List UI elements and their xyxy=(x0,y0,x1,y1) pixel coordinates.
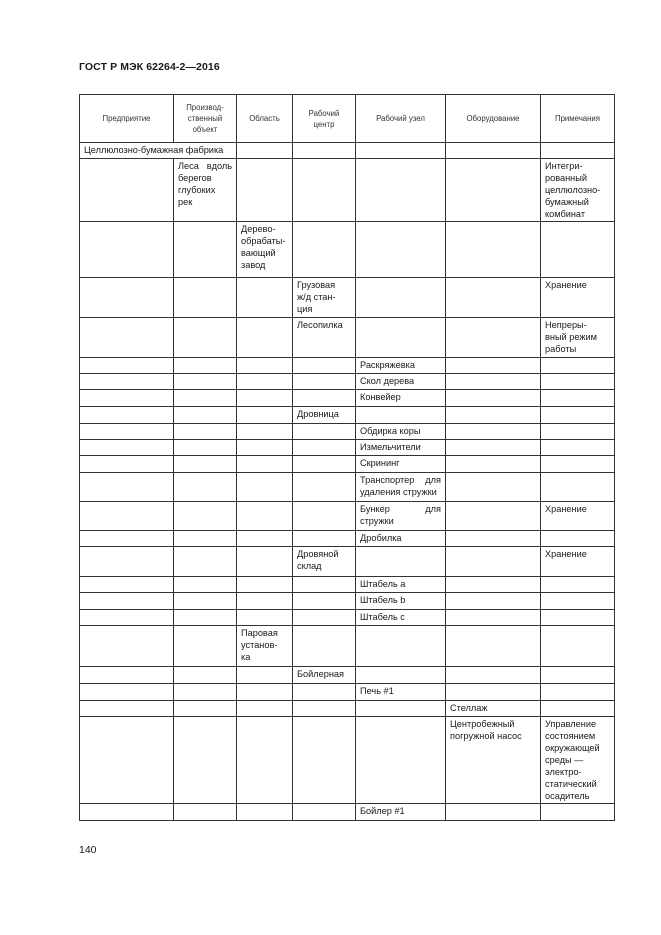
table-cell xyxy=(237,701,293,717)
table-cell xyxy=(80,610,174,626)
table-cell xyxy=(80,222,174,278)
table-cell xyxy=(293,804,356,821)
table-cell xyxy=(541,407,615,424)
table-cell xyxy=(174,502,237,531)
table-cell xyxy=(80,547,174,577)
table-row xyxy=(80,143,615,159)
table-cell: Лесопилка xyxy=(293,318,356,358)
table-cell xyxy=(80,717,174,804)
table-cell: Скрининг xyxy=(356,456,446,473)
table-cell: Бункер для стружки xyxy=(356,502,446,531)
table-cell xyxy=(446,473,541,502)
table-cell xyxy=(446,547,541,577)
table-cell xyxy=(174,804,237,821)
table-cell xyxy=(80,159,174,222)
table-cell xyxy=(356,407,446,424)
table-cell xyxy=(446,456,541,473)
table-cell xyxy=(293,456,356,473)
table-cell: Раскряжевка xyxy=(356,358,446,374)
table-cell: Стеллаж xyxy=(446,701,541,717)
column-header: Предприятие xyxy=(80,95,174,143)
table-cell xyxy=(446,684,541,701)
table-cell xyxy=(237,390,293,407)
table-cell: Дробилка xyxy=(356,531,446,547)
table-row xyxy=(80,593,615,610)
table-cell xyxy=(174,473,237,502)
table-cell xyxy=(237,667,293,684)
table-row xyxy=(80,701,615,717)
table-cell xyxy=(174,667,237,684)
table-cell xyxy=(541,143,615,159)
table-cell xyxy=(293,626,356,667)
table-row xyxy=(80,358,615,374)
table-cell xyxy=(237,440,293,456)
table-cell xyxy=(293,222,356,278)
table-cell: Дровница xyxy=(293,407,356,424)
table-cell xyxy=(174,374,237,390)
table-cell xyxy=(174,278,237,318)
table-cell xyxy=(293,577,356,593)
table-cell: Штабель c xyxy=(356,610,446,626)
table-cell xyxy=(356,626,446,667)
table-cell xyxy=(80,593,174,610)
table-row xyxy=(80,684,615,701)
table-cell: Конвейер xyxy=(356,390,446,407)
table-cell xyxy=(541,577,615,593)
table-cell: Обдирка коры xyxy=(356,424,446,440)
column-header: Производ- ственный объект xyxy=(174,95,237,143)
table-cell: Измельчители xyxy=(356,440,446,456)
table-cell xyxy=(80,278,174,318)
table-row xyxy=(80,407,615,424)
table-row xyxy=(80,374,615,390)
table-cell xyxy=(174,717,237,804)
table-cell: Хранение xyxy=(541,502,615,531)
table-cell xyxy=(446,610,541,626)
table-cell xyxy=(174,547,237,577)
table-cell xyxy=(293,684,356,701)
table-cell xyxy=(293,159,356,222)
table-cell xyxy=(174,626,237,667)
table-cell xyxy=(174,390,237,407)
table-cell: Непреры- вный режим работы xyxy=(541,318,615,358)
table-row xyxy=(80,456,615,473)
table-cell: Центробежный погружной насос xyxy=(446,717,541,804)
table-cell xyxy=(541,473,615,502)
table-cell xyxy=(541,358,615,374)
table-cell xyxy=(446,407,541,424)
table-row xyxy=(80,577,615,593)
table-row xyxy=(80,531,615,547)
table-cell xyxy=(356,143,446,159)
table-cell xyxy=(293,717,356,804)
table-row xyxy=(80,278,615,318)
table-cell xyxy=(541,222,615,278)
table-header-row xyxy=(80,95,615,143)
enterprise-cell: Целлюлозно-бумажная фабрика xyxy=(80,143,237,159)
table-cell xyxy=(237,804,293,821)
table-cell xyxy=(80,502,174,531)
table-cell xyxy=(174,701,237,717)
table-cell xyxy=(356,278,446,318)
table-cell xyxy=(80,318,174,358)
table-cell xyxy=(174,684,237,701)
table-cell xyxy=(293,390,356,407)
table-cell xyxy=(80,424,174,440)
table-cell: Бойлерная xyxy=(293,667,356,684)
table-row xyxy=(80,626,615,667)
table-row xyxy=(80,424,615,440)
table-cell xyxy=(237,143,293,159)
table-cell xyxy=(293,358,356,374)
table-cell xyxy=(446,667,541,684)
table-cell xyxy=(356,667,446,684)
table-cell xyxy=(446,577,541,593)
table-cell xyxy=(356,701,446,717)
table-cell xyxy=(356,547,446,577)
table-cell: Дровяной склад xyxy=(293,547,356,577)
table-cell xyxy=(541,440,615,456)
table-cell xyxy=(446,374,541,390)
table-cell xyxy=(174,577,237,593)
table-cell: Грузовая ж/д стан- ция xyxy=(293,278,356,318)
table-cell xyxy=(237,407,293,424)
table-row xyxy=(80,318,615,358)
table-cell xyxy=(541,424,615,440)
table-cell xyxy=(541,804,615,821)
table-cell xyxy=(541,531,615,547)
table-cell xyxy=(293,593,356,610)
table-cell xyxy=(80,374,174,390)
table-cell xyxy=(80,804,174,821)
column-header: Область xyxy=(237,95,293,143)
table-cell xyxy=(293,502,356,531)
table-cell xyxy=(541,701,615,717)
table-cell xyxy=(174,593,237,610)
table-row xyxy=(80,502,615,531)
table-cell: Дерево- обрабаты- вающий завод xyxy=(237,222,293,278)
table-cell xyxy=(80,473,174,502)
table-cell xyxy=(446,222,541,278)
table-cell: Хранение xyxy=(541,547,615,577)
table-cell xyxy=(80,358,174,374)
table-cell xyxy=(237,547,293,577)
table-row xyxy=(80,804,615,821)
table-cell xyxy=(446,440,541,456)
table-cell xyxy=(541,684,615,701)
table-cell xyxy=(80,684,174,701)
table-cell xyxy=(80,531,174,547)
table-cell xyxy=(293,440,356,456)
column-header: Рабочий центр xyxy=(293,95,356,143)
table-row xyxy=(80,667,615,684)
equipment-hierarchy-table xyxy=(79,94,615,821)
table-cell xyxy=(356,717,446,804)
table-cell xyxy=(174,440,237,456)
table-cell xyxy=(446,159,541,222)
table-cell xyxy=(80,456,174,473)
table-cell xyxy=(237,610,293,626)
table-cell xyxy=(174,531,237,547)
table-cell xyxy=(174,610,237,626)
table-cell xyxy=(80,701,174,717)
page-number: 140 xyxy=(79,844,97,856)
table-cell xyxy=(80,577,174,593)
table-row xyxy=(80,390,615,407)
table-row xyxy=(80,473,615,502)
table-cell xyxy=(356,318,446,358)
table-cell xyxy=(237,318,293,358)
table-cell xyxy=(293,143,356,159)
table-cell xyxy=(541,610,615,626)
table-cell xyxy=(293,701,356,717)
table-cell: Управление состоянием окружающей среды — электро- статический осадитель xyxy=(541,717,615,804)
table-cell xyxy=(174,358,237,374)
table-cell xyxy=(541,456,615,473)
table-row xyxy=(80,440,615,456)
table-cell xyxy=(541,593,615,610)
table-cell xyxy=(80,626,174,667)
table-cell xyxy=(174,222,237,278)
table-cell xyxy=(541,626,615,667)
table-cell: Леса вдоль берегов глубоких рек xyxy=(174,159,237,222)
table-cell xyxy=(293,374,356,390)
table-cell xyxy=(293,424,356,440)
table-cell xyxy=(237,684,293,701)
table-cell xyxy=(237,278,293,318)
table-cell xyxy=(446,804,541,821)
table-cell: Штабель a xyxy=(356,577,446,593)
table-cell xyxy=(446,531,541,547)
table-cell xyxy=(237,502,293,531)
table-cell xyxy=(80,390,174,407)
column-header: Рабочий узел xyxy=(356,95,446,143)
table-cell xyxy=(446,626,541,667)
table-cell xyxy=(356,159,446,222)
table-cell: Бойлер #1 xyxy=(356,804,446,821)
table-cell xyxy=(80,407,174,424)
table-cell xyxy=(237,593,293,610)
column-header: Оборудование xyxy=(446,95,541,143)
table-row xyxy=(80,159,615,222)
table-cell xyxy=(80,440,174,456)
table-cell xyxy=(237,456,293,473)
table-cell: Скол дерева xyxy=(356,374,446,390)
table-cell xyxy=(293,473,356,502)
table-cell xyxy=(237,358,293,374)
table-cell xyxy=(446,424,541,440)
table-cell xyxy=(446,278,541,318)
table-cell: Печь #1 xyxy=(356,684,446,701)
table-cell: Паровая установ- ка xyxy=(237,626,293,667)
table-cell xyxy=(446,318,541,358)
column-header: Примечания xyxy=(541,95,615,143)
table-cell xyxy=(237,577,293,593)
table-cell xyxy=(80,667,174,684)
table-row xyxy=(80,717,615,804)
table-cell xyxy=(174,456,237,473)
table-cell xyxy=(293,610,356,626)
document-header: ГОСТ Р МЭК 62264-2—2016 xyxy=(79,61,220,73)
table-row xyxy=(80,547,615,577)
table-row xyxy=(80,222,615,278)
table-cell xyxy=(237,374,293,390)
table-cell xyxy=(446,390,541,407)
table-cell xyxy=(237,717,293,804)
table-cell xyxy=(356,222,446,278)
table-cell: Интегри- рованный целлюлозно- бумажный комбинат xyxy=(541,159,615,222)
table-cell: Транспортер для удаления стружки xyxy=(356,473,446,502)
table-cell xyxy=(237,531,293,547)
table-cell xyxy=(541,667,615,684)
table-cell xyxy=(174,318,237,358)
table-cell xyxy=(237,424,293,440)
table-cell xyxy=(174,407,237,424)
table-cell xyxy=(446,502,541,531)
table-cell xyxy=(237,159,293,222)
table-cell xyxy=(174,424,237,440)
table-cell: Хранение xyxy=(541,278,615,318)
table-cell: Штабель b xyxy=(356,593,446,610)
table-cell xyxy=(541,390,615,407)
table-cell xyxy=(237,473,293,502)
table-cell xyxy=(446,358,541,374)
table-row xyxy=(80,610,615,626)
table-cell xyxy=(446,143,541,159)
table-cell xyxy=(293,531,356,547)
table-cell xyxy=(541,374,615,390)
table-cell xyxy=(446,593,541,610)
